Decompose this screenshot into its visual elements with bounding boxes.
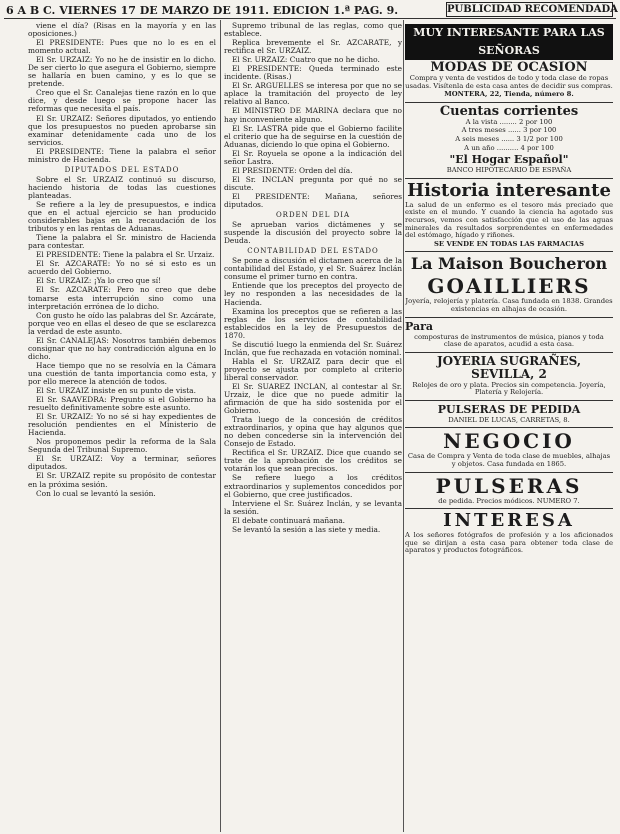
ad-cuentas xyxy=(405,103,613,179)
c1-section-heading: DIPUTADOS DEL ESTADO xyxy=(64,165,180,174)
ad-cuentas-r2: A tres meses ...... 3 por 100 xyxy=(461,126,557,135)
c2-p8: El PRESIDENTE: Orden del día. xyxy=(232,165,353,175)
ad-pulseras xyxy=(405,473,613,510)
c1-p20: Nos proponemos pedir la reforma de la Sala Segunda del Tribunal Supremo. xyxy=(28,437,216,455)
c1-p5: El PRESIDENTE: Tiene la palabra el señor ministro de Hacienda. xyxy=(28,146,216,164)
c1-p11: El Sr. AZCARATE: Yo no sé si esto es un acuerdo del Gobierno. xyxy=(28,259,216,277)
c1-p10: El PRESIDENTE: Tiene la palabra el Sr. Urzaiz. xyxy=(36,250,215,260)
ad-pulseras-text: DANIEL DE LUCAS, CARRETAS, 8. xyxy=(448,415,570,424)
c2-p16: Examina los preceptos que se refieren a las reglas de los servicios de contabilidad establecidos en la ley de Presupuestos de 1870. xyxy=(224,306,402,340)
advertising-column xyxy=(405,22,613,828)
c2-p5: El MINISTRO DE MARINA declara que no hay inconveniente alguno. xyxy=(224,106,402,124)
ad-cuentas-r4: A un año .......... 4 por 100 xyxy=(464,143,554,152)
ad-interesa-title: INTERESA xyxy=(443,510,575,532)
ad-negocio-title: NEGOCIO xyxy=(443,429,575,454)
ad-negocio-text: Casa de Compra y Venta de toda clase de muebles, alhajas y objetos. Casa fundada en 1865. xyxy=(407,452,611,469)
ad-cuentas-title: Cuentas corrientes xyxy=(439,103,579,119)
c2-p2: El Sr. URZAIZ: Cuatro que no he dicho. xyxy=(232,55,380,65)
c1-p18: El Sr. SAAVEDRA: Pregunto si el Gobierno ha resuelto definitivamente sobre este asunto. xyxy=(28,395,216,413)
c2-p25: Se levantó la sesión a las siete y media. xyxy=(232,524,381,534)
ad-modas-address: MONTERA, 22, Tienda, número 8. xyxy=(444,90,574,99)
ad-cuentas-r1: A la vista ........ 2 por 100 xyxy=(465,117,553,126)
c2-p18: Habla el Sr. URZAIZ para decir que el proyecto se ajusta por completo al criterio liberal conservador. xyxy=(224,356,402,382)
ad-modas xyxy=(405,22,613,103)
c2-p23: Interviene el Sr. Suárez Inclán, y se levanta la sesión. xyxy=(224,498,402,516)
ad-interesa xyxy=(405,509,613,558)
c2-p21: Rectifica el Sr. URZAIZ. Dice que cuando se trate de la aprobación de los créditos se votarán los que sean precisos. xyxy=(224,448,402,474)
ad-modas-subtitle: MODAS DE OCASION xyxy=(430,60,588,75)
c1-p7: Sobre el Sr. URZAIZ continuó su discurso, haciendo historia de todas las cuestiones planteadas. xyxy=(28,174,216,200)
ad-para-text: composturas de instrumentos de música, pianos y toda clase de aparatos, acudid a esta casa. xyxy=(414,332,604,349)
ad-para xyxy=(405,318,613,353)
c2-p0: Supremo tribunal de las reglas, como que establece. xyxy=(224,22,402,39)
c2-p10: El PRESIDENTE: Mañana, señores diputados. xyxy=(224,191,402,209)
ad-sugranes-text: Relojes de oro y plata. Precios sin competencia. Joyería, Platería y Relojería. xyxy=(412,380,606,397)
header-publicidad: PUBLICIDAD RECOMENDADA xyxy=(447,4,618,15)
c1-p13: El Sr. AZCARATE: Pero no creo que debe tomarse esta interrupción sino como una interpretación errónea de lo dicho. xyxy=(28,285,216,311)
c2-p3: El PRESIDENTE: Queda terminado este incidente. (Risas.) xyxy=(224,64,402,82)
c1-p8: Se refiere a la ley de presupuestos, e indica que en el actual ejercicio se han producido considerables bajas en la recaudación de los tributos y en las rentas de Aduanas. xyxy=(28,199,216,234)
c2-orden-heading: ORDEN DEL DIA xyxy=(275,211,351,220)
ad-sugranes xyxy=(405,353,613,401)
c1-p21: El Sr. URZAIZ: Voy a terminar, señores diputados. xyxy=(28,454,216,472)
ad-pulseras-pedida xyxy=(405,401,613,429)
column-1 xyxy=(28,22,216,828)
ad-pulseras2-title: PULSERAS xyxy=(435,473,583,498)
c1-p16: Hace tiempo que no se resolvía en la Cámara una cuestión de tanta importancia como esta, y por ello merece la atención de todos. xyxy=(28,360,216,386)
ad-boucheron-title: La Maison Boucheron xyxy=(410,254,608,274)
header-rule xyxy=(4,18,616,19)
ad-boucheron-text: Joyería, relojería y platería. Casa fundada en 1838. Grandes existencias en alhajas de ocasión. xyxy=(405,297,613,313)
ad-cuentas-name: "El Hogar Español" xyxy=(449,153,569,167)
ad-cuentas-bank: BANCO HIPOTECARIO DE ESPAÑA xyxy=(446,166,572,175)
c1-p1: El PRESIDENTE: Pues que no lo es en el momento actual. xyxy=(28,38,216,56)
c2-p6: El Sr. LASTRA pide que el Gobierno facilite el criterio que ha de seguirse en la cuestión de Aduanas, diciendo lo que opina el Gobierno. xyxy=(224,123,402,149)
c1-p3: Creo que el Sr. Canalejas tiene razón en lo que dice, y desde luego se propone hacer las reformas que necesita el país. xyxy=(28,88,216,114)
c1-p0: viene el día? (Risas en la mayoría y en las oposiciones.) xyxy=(28,22,216,39)
c1-p22: El Sr. URZAIZ repite su propósito de contestar en la próxima sesión. xyxy=(28,471,216,489)
ad-boucheron-name: GOAILLIERS xyxy=(427,274,591,299)
c2-p1: Replica brevemente el Sr. AZCARATE, y rectifica el Sr. URZAIZ. xyxy=(224,38,402,56)
page-header xyxy=(6,2,618,18)
ad-historia-footer: SE VENDE EN TODAS LAS FARMACIAS xyxy=(434,239,584,248)
ad-pulseras2-text: de pedida. Precios módicos. NUMERO 7. xyxy=(438,496,580,505)
c2-p12: Se aprueban varios dictámenes y se suspende la discusión del proyecto sobre la Deuda. xyxy=(224,220,402,246)
c2-p24: El debate continuará mañana. xyxy=(232,515,346,525)
c1-p19: El Sr. URZAIZ: Yo no sé si hay expedientes de resolución pendientes en el Ministerio de Hacienda. xyxy=(28,412,216,438)
c1-p4: El Sr. URZAIZ: Señores diputados, yo entiendo que los presupuestos no pueden aprobarse sin examinar detenidamente cada uno de los servicios. xyxy=(28,113,216,147)
c2-p15: Entiende que los preceptos del proyecto de ley no responden a las necesidades de la Hacienda. xyxy=(224,281,402,307)
c1-p2: El Sr. URZAIZ: Yo no he de insistir en lo dicho. De ser cierto lo que asegura el Gobierno, siempre se hallaría en buen camino, y es lo que se pretende. xyxy=(28,55,216,89)
ad-negocio xyxy=(405,428,613,472)
ad-boucheron xyxy=(405,252,613,317)
ad-modas-title: MUY INTERESANTE PARA LAS SEÑORAS xyxy=(405,24,613,60)
ad-pulseras-title: PULSERAS DE PEDIDA xyxy=(437,402,581,416)
c2-p17: Se discutió luego la enmienda del Sr. Suárez Inclán, que fue rechazada en votación nominal. xyxy=(224,339,402,357)
c1-p17: El Sr. URZAIZ insiste en su punto de vista. xyxy=(36,386,196,396)
column-divider-2 xyxy=(403,20,404,832)
ad-historia-text: La salud de un enfermo es el tesoro más preciado que existe en el mundo. Y cuando la ciencia ha agotado sus recursos, vemos con satisfacción que el uso de las aguas minerales da resultados sorprendentes en enfermedades del estómago, hígado y riñones. xyxy=(405,200,613,240)
ad-sugranes-title: JOYERIA SUGRAÑES, SEVILLA, 2 xyxy=(436,353,582,381)
ad-para-title: Para xyxy=(405,319,434,333)
c1-p12: El Sr. URZAIZ: ¡Ya lo creo que sí! xyxy=(36,276,162,286)
c1-p9: Tiene la palabra el Sr. ministro de Hacienda para contestar. xyxy=(28,233,216,251)
ad-cuentas-r3: A seis meses ...... 3 1/2 por 100 xyxy=(455,134,563,143)
column-2 xyxy=(224,22,402,828)
c2-p14: Se pone a discusión el dictamen acerca de la contabilidad del Estado, y el Sr. Suárez Inclán consume el primer turno en contra. xyxy=(224,256,402,282)
header-dateline: 6 A B C. VIERNES 17 DE MARZO DE 1911. EDICION 1.ª PAG. 9. xyxy=(6,4,399,17)
c1-p14: Con gusto he oído las palabras del Sr. Azcárate, porque veo en ellas el deseo de que se esclarezca la verdad de este asunto. xyxy=(28,310,216,336)
c1-p15: El Sr. CANALEJAS: Nosotros también debemos consignar que no hay contradicción alguna en lo dicho. xyxy=(28,335,216,361)
ad-historia xyxy=(405,179,613,253)
c2-p22: Se refiere luego a los créditos extraordinarios y suplementos concedidos por el Gobierno, que cree justificados. xyxy=(224,473,402,499)
c2-p19: El Sr. SUAREZ INCLAN, al contestar al Sr. Urzaiz, le dice que no puede admitir la afirmación de que ha sido sostenida por el Gobierno. xyxy=(224,381,402,416)
ad-historia-title: Historia interesante xyxy=(407,179,611,201)
c2-p7: El Sr. Royuela se opone a la indicación del señor Lastra. xyxy=(224,148,402,166)
ad-interesa-text: A los señores fotógrafos de profesión y a los aficionados que se dirijan a esta casa para obtener toda clase de aparatos y productos fotográficos. xyxy=(405,531,613,555)
column-divider-1 xyxy=(220,20,221,832)
c1-p23: Con lo cual se levantó la sesión. xyxy=(36,488,156,498)
ad-modas-text: Compra y venta de vestidos de todo y toda clase de ropas usadas. Visítenla de esta casa antes de decidir sus compras. xyxy=(405,74,613,90)
c2-contabilidad-heading: CONTABILIDAD DEL ESTADO xyxy=(247,247,379,256)
c2-p9: El Sr. INCLAN pregunta por qué no se discute. xyxy=(224,174,402,192)
c2-p20: Trata luego de la concesión de créditos extraordinarios, y opina que hay algunos que no deben concederse sin la intervención del Consejo de Estado. xyxy=(224,415,402,449)
c2-p4: El Sr. ARGUELLES se interesa por que no se aplace la tramitación del proyecto de ley relativo al Banco. xyxy=(224,81,402,107)
